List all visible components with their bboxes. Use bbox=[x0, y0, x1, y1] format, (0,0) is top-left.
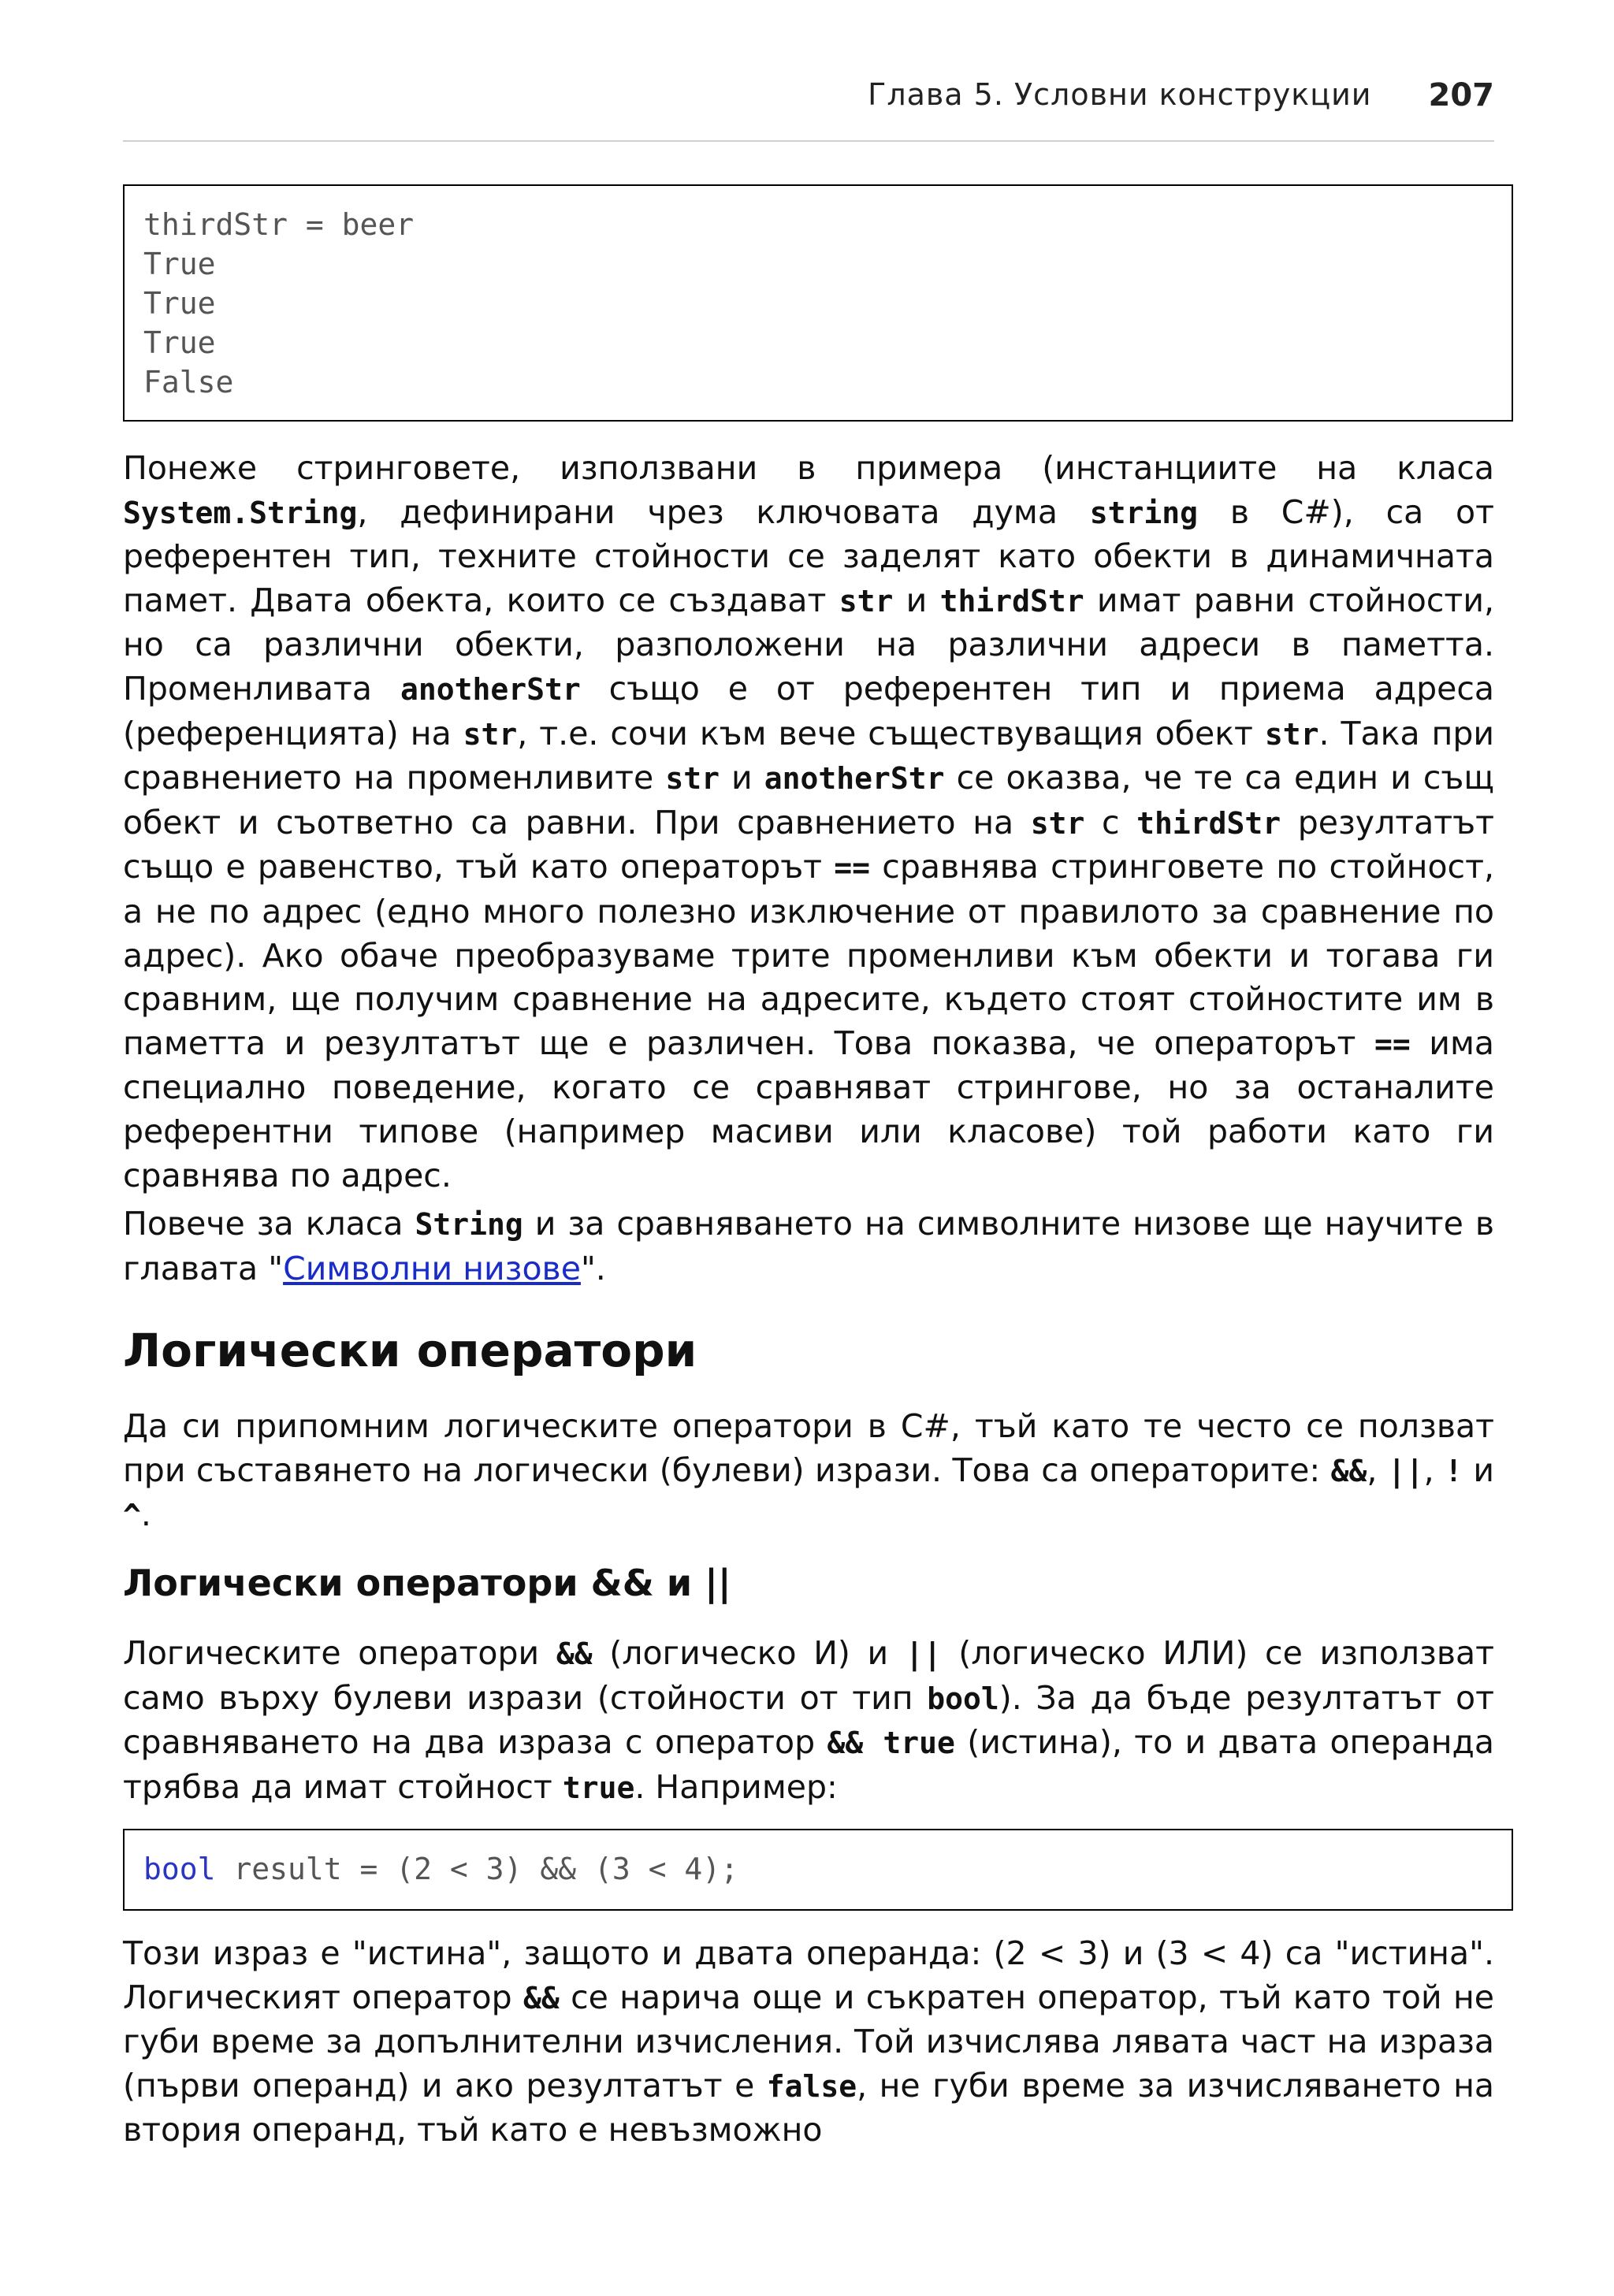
code-keyword: bool bbox=[143, 1852, 216, 1886]
paragraph-short-circuit bbox=[123, 1932, 1494, 2153]
code-line: False bbox=[143, 365, 234, 399]
inline-code: && bbox=[1330, 1453, 1367, 1488]
text: и bbox=[719, 759, 764, 797]
inline-code: str bbox=[839, 583, 894, 619]
paragraph-string-comparison bbox=[123, 447, 1494, 1198]
inline-code: thirdStr bbox=[939, 583, 1084, 619]
inline-code: anotherStr bbox=[400, 671, 581, 707]
code-example-block bbox=[123, 1829, 1513, 1911]
text: резултатът също е равенство, тъй като операторът bbox=[123, 803, 1495, 886]
text: и bbox=[893, 581, 940, 619]
inline-code: true bbox=[562, 1770, 635, 1805]
text: , не губи време за изчисляването на втория операнд, тъй като е невъзможно bbox=[123, 2066, 1494, 2149]
code-text: result = (2 < 3) && (3 < 4); bbox=[215, 1852, 738, 1886]
inline-code: anotherStr bbox=[764, 761, 945, 797]
inline-code: str bbox=[665, 761, 720, 797]
text: има специално поведение, когато се сравняват стрингове, но за останалите референтни типове (например масиви или класове) той работи като ги сравнява по адрес. bbox=[123, 1024, 1495, 1194]
inline-code: ! bbox=[1445, 1453, 1463, 1488]
page-number: 207 bbox=[1428, 77, 1494, 113]
text: , bbox=[1423, 1451, 1445, 1489]
text: Този израз е "истина", защото и двата операнда: (2 < 3) и (3 < 4) са "истина". Логическият оператор bbox=[123, 1934, 1494, 2016]
text: се оказва, че те са един и същ обект и съответно са равни. При сравнението на bbox=[123, 759, 1494, 841]
text: (истина), то и двата операнда трябва да имат стойност bbox=[123, 1723, 1494, 1806]
text: се нарича още и съкратен оператор, тъй като той не губи време за допълнителни изчисления. Той изчислява лявата част на израза (първи операнд) и ако резултатът е bbox=[123, 1978, 1495, 2105]
inline-code: || bbox=[1387, 1453, 1424, 1488]
inline-code: ^ bbox=[123, 1498, 141, 1533]
text: имат равни стойности, но са различни обекти, разположени на различни адреси в паметта. Променливата bbox=[123, 581, 1494, 708]
text: , т.е. сочи към вече съществуващия обект bbox=[517, 714, 1265, 752]
text: (логическо И) и bbox=[592, 1634, 906, 1672]
inline-code: || bbox=[905, 1637, 942, 1671]
text: ). За да бъде резултатът от сравняването на два израза с оператор bbox=[123, 1678, 1494, 1762]
text: , bbox=[1367, 1451, 1388, 1489]
code-line: True bbox=[143, 286, 216, 321]
paragraph-more-info bbox=[123, 1202, 1494, 1291]
text: Понеже стринговете, използвани в примера (инстанциите на класа bbox=[123, 449, 1494, 487]
inline-code: && true bbox=[827, 1726, 955, 1761]
inline-code: String bbox=[415, 1207, 523, 1242]
text: и за сравняването на символните низове ще научите в главата " bbox=[123, 1205, 1494, 1287]
paragraph-and-or bbox=[123, 1632, 1494, 1810]
inline-code: && bbox=[556, 1637, 593, 1671]
text: и bbox=[1462, 1451, 1494, 1489]
text: с bbox=[1084, 803, 1137, 841]
inline-code: false bbox=[766, 2068, 857, 2104]
chapter-title: Глава 5. Условни конструкции bbox=[868, 77, 1372, 112]
text: също е от референтен тип и приема адреса (референцията) на bbox=[123, 669, 1494, 752]
code-line: True bbox=[143, 247, 216, 281]
inline-code: bool bbox=[927, 1681, 999, 1716]
text: (логическо ИЛИ) се използват само върху булеви изрази (стойности от тип bbox=[123, 1634, 1494, 1717]
code-line: True bbox=[143, 325, 216, 360]
inline-code: string bbox=[1089, 495, 1199, 530]
text: . Например: bbox=[634, 1767, 838, 1806]
text: Повече за класа bbox=[123, 1205, 415, 1243]
text: сравнява стринговете по стойност, а не по адрес (едно много полезно изключение от правилото за сравнение по адрес). Ако обаче преобразуваме трите променливи към обекти и тогава ги сравним, ще получим сравнение на адресите, където стоят стойностите им в паметта и резултатът ще е различен. Това показва, че операторът bbox=[123, 848, 1494, 1062]
chapter-link[interactable]: Символни низове bbox=[283, 1249, 581, 1287]
inline-code: == bbox=[834, 850, 871, 886]
text: , дефинирани чрез ключовата дума bbox=[357, 492, 1090, 531]
text: . Така при сравнението на променливите bbox=[123, 714, 1494, 797]
inline-code: thirdStr bbox=[1136, 805, 1281, 841]
subsection-heading: Логически оператори && и || bbox=[123, 1562, 731, 1604]
inline-code: && bbox=[523, 1980, 560, 2016]
text: Логическите оператори bbox=[123, 1634, 556, 1672]
text: в C#), са от референтен тип, техните стойности се заделят като обекти в динамичната памет. Двата обекта, които се създават bbox=[123, 492, 1494, 619]
code-output-block bbox=[123, 184, 1513, 422]
section-heading: Логически оператори bbox=[123, 1324, 697, 1377]
inline-code: str bbox=[463, 716, 518, 752]
text: . bbox=[140, 1495, 151, 1534]
code-line: thirdStr = beer bbox=[143, 207, 415, 242]
inline-code: System.String bbox=[123, 495, 358, 530]
text: Да си припомним логическите оператори в C#, тъй като те често се ползват при съставянето на логически (булеви) изрази. Това са операторите: bbox=[123, 1407, 1494, 1489]
inline-code: str bbox=[1264, 716, 1319, 752]
text: ". bbox=[580, 1249, 606, 1287]
page-header bbox=[123, 77, 1494, 142]
paragraph-logical-intro bbox=[123, 1405, 1494, 1538]
inline-code: str bbox=[1030, 805, 1085, 841]
inline-code: == bbox=[1374, 1026, 1411, 1061]
